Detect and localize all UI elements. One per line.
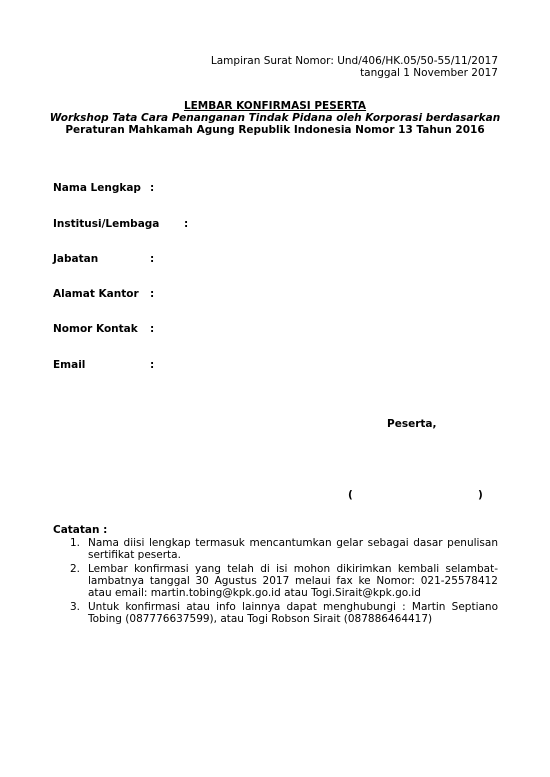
field-label-alamat-kantor: Alamat Kantor: [53, 288, 139, 300]
signature-label: Peserta,: [387, 418, 437, 430]
note-item: [62, 601, 498, 625]
notes-list: [62, 537, 498, 627]
field-colon-alamat-kantor: :: [150, 288, 155, 300]
field-label-institusi: Institusi/Lembaga: [53, 218, 160, 230]
note-text: Untuk konfirmasi atau info lainnya dapat menghubungi : Martin Septiano Tobing (087776637599), atau Togi Robson Sirait (087886464417): [88, 601, 498, 625]
field-label-jabatan: Jabatan: [53, 253, 99, 265]
field-colon-institusi: :: [184, 218, 189, 230]
field-colon-nomor-kontak: :: [150, 323, 155, 335]
field-label-email: Email: [53, 359, 86, 371]
field-colon-email: :: [150, 359, 155, 371]
reference-number: Lampiran Surat Nomor: Und/406/HK.05/50-55/11/2017: [210, 55, 498, 67]
field-label-nomor-kontak: Nomor Kontak: [53, 323, 138, 335]
field-colon-jabatan: :: [150, 253, 155, 265]
note-number: 1.: [70, 537, 81, 549]
note-text: Lembar konfirmasi yang telah di isi mohon dikirimkan kembali selambat-lambatnya tanggal 30 Agustus 2017 melaui fax ke Nomor: 021-25578412 atau email: martin.tobing@kpk.go.id atau Togi.Sirait@kpk.go.id: [88, 563, 498, 599]
note-text: Nama diisi lengkap termasuk mencantumkan gelar sebagai dasar penulisan sertifikat peserta.: [88, 537, 498, 561]
field-colon-nama-lengkap: :: [150, 182, 155, 194]
note-number: 3.: [70, 601, 81, 613]
notes-title: Catatan :: [53, 524, 108, 536]
note-item: [62, 537, 498, 561]
note-item: [62, 563, 498, 599]
reference-date: tanggal 1 November 2017: [360, 67, 498, 79]
signature-paren-close: ): [478, 489, 483, 501]
document-subtitle-line2: Peraturan Mahkamah Agung Republik Indonesia Nomor 13 Tahun 2016: [65, 124, 485, 136]
note-number: 2.: [70, 563, 81, 575]
document-subtitle-line1: Workshop Tata Cara Penanganan Tindak Pidana oleh Korporasi berdasarkan: [49, 112, 501, 124]
document-title: LEMBAR KONFIRMASI PESERTA: [183, 100, 367, 112]
field-label-nama-lengkap: Nama Lengkap: [53, 182, 141, 194]
signature-paren-open: (: [348, 489, 353, 501]
